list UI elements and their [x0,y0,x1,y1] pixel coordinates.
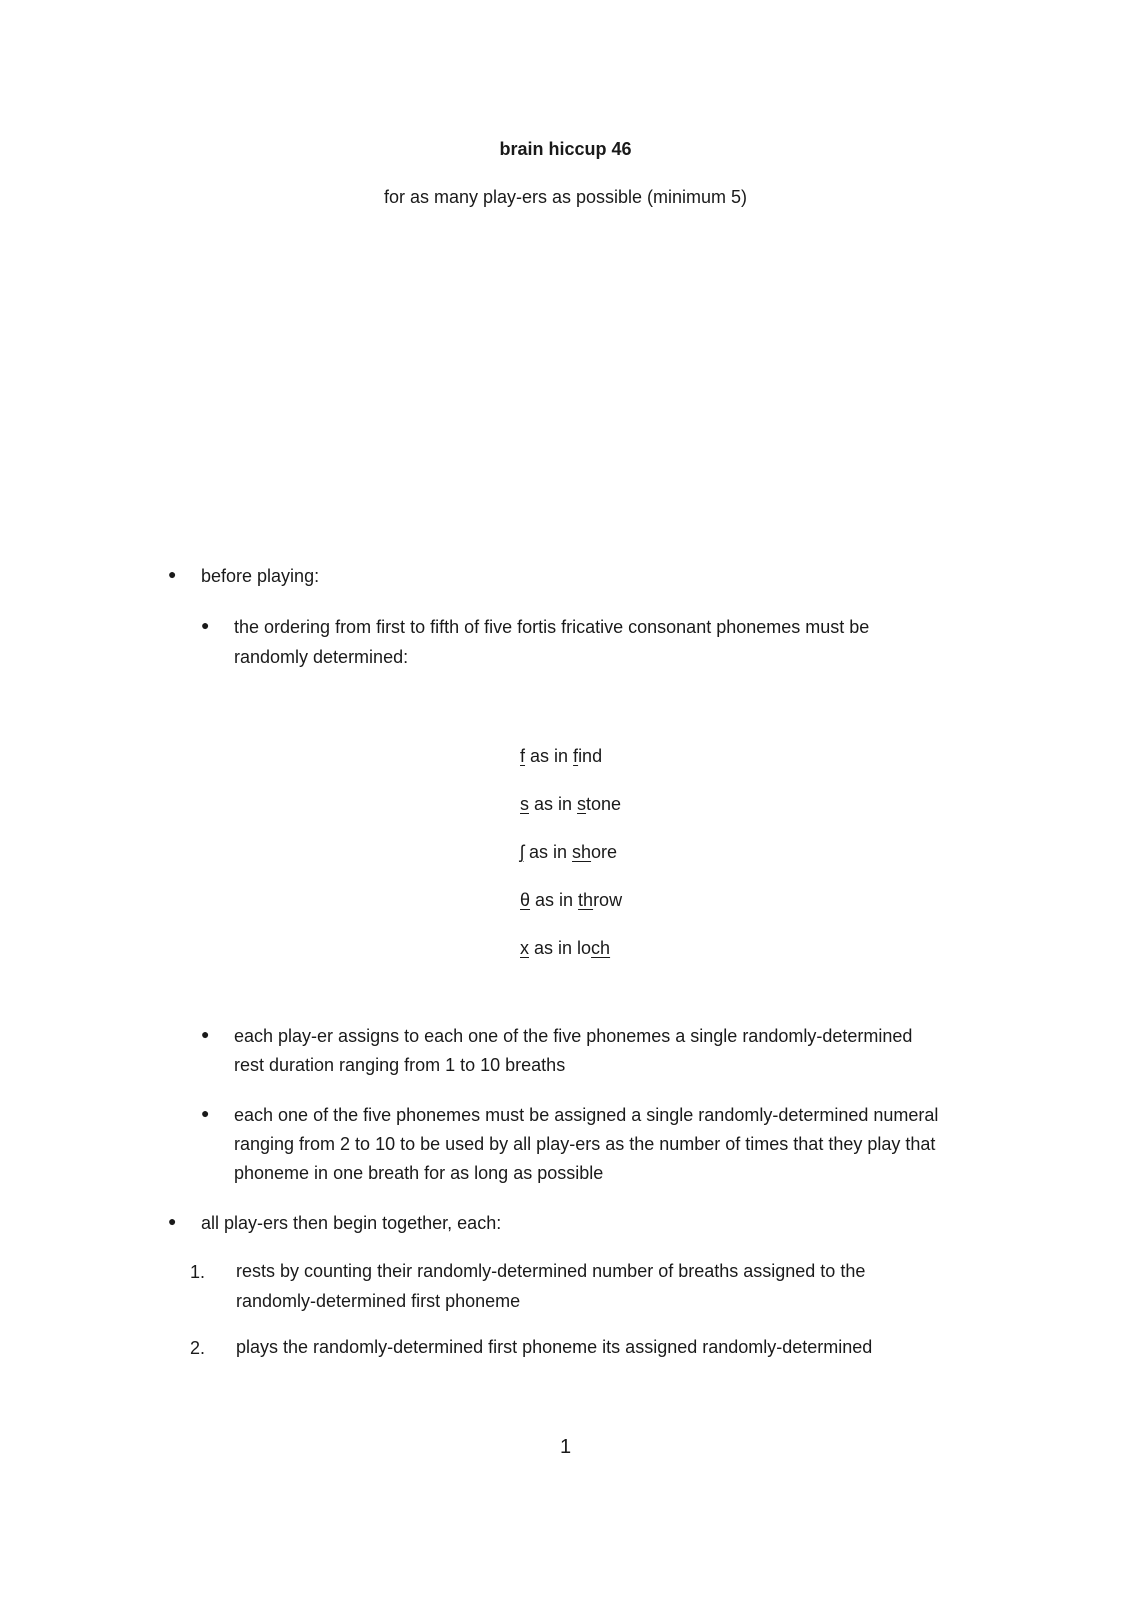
phoneme-item [520,938,622,986]
phoneme-connector: as in [530,890,579,910]
bullet-dot: ● [168,1213,177,1229]
step2-text-line1: plays the randomly-determined first phoneme its assigned randomly-determined [236,1337,873,1357]
step-number: 2. [190,1338,206,1358]
phoneme-list [520,746,622,986]
phoneme-item [520,890,622,938]
phoneme-connector: as in [529,938,578,958]
document-subtitle: for as many play-ers as possible (minimum 5) [383,187,748,207]
phoneme-item [520,842,622,890]
phoneme-connector: as in [529,794,578,814]
bullet-dot: ● [201,617,210,633]
bullet-dot: ● [201,1026,210,1042]
bullet-dot: ● [168,566,177,582]
phoneme-symbol: ʃ [520,842,524,862]
example-prefix: lo [577,938,592,958]
example-highlight: f [573,746,579,766]
begin-heading: all play-ers then begin together, each: [201,1213,502,1233]
step-number: 1. [190,1262,206,1282]
example-highlight: sh [572,842,592,862]
document-title: brain hiccup 46 [499,139,632,159]
phoneme-connector: as in [525,746,574,766]
ordering-text-line2: randomly determined: [234,647,409,667]
phoneme-symbol: θ [520,890,531,910]
rest-text-line1: each play-er assigns to each one of the five phonemes a single randomly-determined [234,1026,913,1046]
phoneme-symbol: s [520,794,529,814]
example-suffix: tone [586,794,622,814]
numeral-text-line1: each one of the five phonemes must be assigned a single randomly-determined numeral [234,1105,939,1125]
example-suffix: ore [591,842,618,862]
before-playing-heading: before playing: [201,566,320,586]
phoneme-connector: as in [524,842,573,862]
phoneme-item [520,794,622,842]
step1-text-line2: randomly-determined first phoneme [236,1291,521,1311]
numeral-text-line3: phoneme in one breath for as long as possible [234,1163,604,1183]
step1-text-line1: rests by counting their randomly-determined number of breaths assigned to the [236,1261,866,1281]
ordering-text-line1: the ordering from first to fifth of five fortis fricative consonant phonemes must be [234,617,870,637]
example-suffix: row [593,890,623,910]
numeral-text-line2: ranging from 2 to 10 to be used by all play-ers as the number of times that they play that [234,1134,936,1154]
example-suffix: ind [578,746,603,766]
bullet-dot: ● [201,1105,210,1121]
phoneme-symbol: x [520,938,529,958]
example-highlight: ch [591,938,611,958]
rest-text-line2: rest duration ranging from 1 to 10 breaths [234,1055,566,1075]
phoneme-item [520,746,622,794]
example-highlight: th [578,890,594,910]
page-number: 1 [559,1436,572,1458]
example-highlight: s [577,794,587,814]
phoneme-symbol: f [520,746,526,766]
